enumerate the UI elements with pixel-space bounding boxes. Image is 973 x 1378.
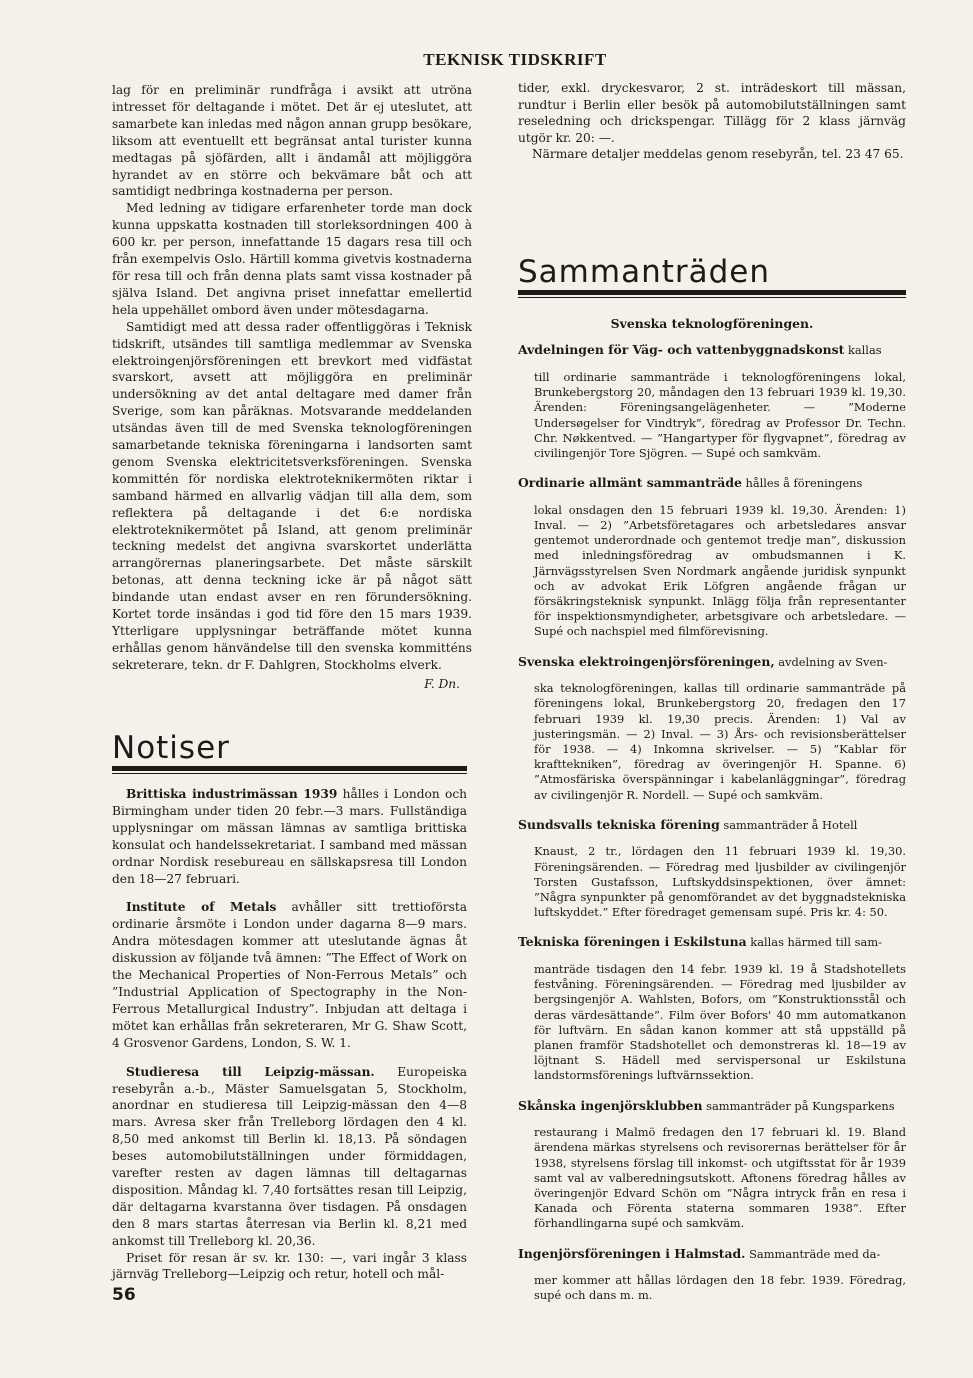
meeting-entry: Sundsvalls tekniska förening sammanträder å Hotell Knaust, 2 tr., lördagen den 11 februari 1939 kl. 19,30. Föreningsärenden. — Föredrag med ljusbilder av civilingenjör Torsten Gustafsson, Luftskyddsinspektionen, över ämnet: ”Några synpunkter på genomförandet av det byggnadstekniska luftskyddet.” Efter föredraget gemensam supé. Pris kr. 4: 50. [518,816,906,920]
notice-item: Brittiska industrimässan 1939 hålles i London och Birmingham under tiden 20 febr.—3 mars. Fullständiga upplysningar om mässan lämnas av samtliga brittiska konsulat och handelssekretariat. I samband med mässan ordnar Nordisk resebureau en sällskapsresa till London den 18—27 februari. [112,787,467,886]
notiser-body [112,786,467,1283]
meeting-entry: Svenska elektroingenjörsföreningen, avdelning av Sven- ska teknologföreningen, kallas till ordinarie sammanträde på föreningens lokal, Brunkebergstorg 20, fredagen den 17 februari 1939 kl. 19,30 precis. Ärenden: 1) Val av justeringsmän. — 2) Inval. — 3) Års- och revisionsberättelser för 1938. — 4) Inkomna skrivelser. — 5) ”Kablar för krafttekniken”, föredrag av överingenjör H. Spanne. 6) ”Atmosfäriska överspänningar i kabelanläggningar”, föredrag av civilingenjör R. Nordell. — Supé och samkväm. [518,653,906,802]
signature: F. Dn. [424,676,460,691]
right-column [518,80,906,163]
meeting-entry: Skånska ingenjörsklubben sammanträder på Kungsparkens restaurang i Malmö fredagen den 17 februari kl. 19. Bland ärendena märkas styrelsens och revisorernas berättelser för år 1938, styrelsens förslag till inkomst- och utgiftsstat för år 1939 samt val av valberedningsutskott. Aftonens föredrag hålles av överingenjör Edvard Schön om ”Några intryck från en resa i Kanada och Förenta staterna sommaren 1938”. Efter förhandlingarna supé och samkväm. [518,1097,906,1231]
heading-rule [518,290,906,295]
meeting-entry: Ordinarie allmänt sammanträde hålles å föreningens lokal onsdagen den 15 februari 1939 kl. 19,30. Ärenden: 1) Inval. — 2) ”Arbetsföretagares och arbetsledares ansvar gentemot underordnade och gentemot tredje man”, diskussion med inledningsföredrag av ombudsmannen i K. Järnvägsstyrelsen Sven Nordmark angående juridisk synpunkt och av advokat Erik Löfgren angående frågan ur försäkringsteknisk synpunkt. Inlägg följa från representanter för inspektionsmyndigheter, arbetsgivare och arbetsledare. — Supé och nachspiel med filmförevisning. [518,475,906,639]
masthead: TEKNISK TIDSKRIFT [423,50,607,69]
meeting-entry: Tekniska föreningen i Eskilstuna kallas härmed till sam- manträde tisdagen den 14 febr. 1939 kl. 19 å Stadshotellets festvåning. Föreningsärenden. — Föredrag med ljusbilder av bergsingenjör A. Wahlsten, Bofors, om ”Konstruktionsstål och deras värdesättande”. Film över Bofors' 40 mm automatkanon för luftvärn. En sådan kanon kommer att stå uppställd på planen framför Stadshotellet och demonstreras kl. 18—19 av löjtnant S. Hädell med servispersonal ur Eskilstuna landstormsförenings luftvärnssektion. [518,934,906,1083]
heading-rule-thin [518,297,906,298]
left-paragraph-2: Med ledning av tidigare erfarenheter torde man dock kunna uppskatta kostnaden till storleksordningen 400 à 600 kr. per person, innefattande 15 dagars resa till och från exempelvis Oslo. Härtill komma givetvis kostnaderna för resa till och från denna plats samt vissa kostnader på själva Island. Det angivna priset innefattar emellertid hela uppehället ombord även under mötesdagarna. [112,201,472,317]
notice-item: Priset för resan är sv. kr. 130: —, vari ingår 3 klass järnväg Trelleborg—Leipzig och retur, hotell och mål- [112,1250,467,1282]
meeting-entry: Avdelningen för Väg- och vattenbyggnadskonst kallas till ordinarie sammanträde i teknologföreningens lokal, Brunkebergstorg 20, måndagen den 13 februari 1939 kl. 19,30. Ärenden: Föreningsangelägenheter. — ”Moderne Undersøgelser for Vindtryk”, föredrag av Professor Dr. Techn. Chr. Nøkkentved. — ”Hangartyper för flygvapnet”, föredrag av civilingenjör Tore Sjögren. — Supé och samkväm. [518,342,906,460]
subheading: Svenska teknologföreningen. [610,316,814,331]
meeting-entry: Ingenjörsföreningen i Halmstad. Sammanträde med da- mer kommer att hållas lördagen den 18 febr. 1939. Föredrag, supé och dans m. m. [518,1245,906,1303]
page-number: 56 [112,1285,136,1305]
heading-rule [112,766,467,771]
notice-item: Studieresa till Leipzig-mässan. Europeiska resebyrån a.-b., Mäster Samuelsgatan 5, Stockholm, anordnar en studieresa till Leipzig-mässan den 4—8 mars. Avresa sker från Trelleborg lördagen den 4 kl. 8,50 med ankomst till Berlin kl. 18,13. På söndagen beses automobilutställningen under förmiddagen, varefter resten av dagen lämnas till deltagarnas disposition. Måndag kl. 7,40 fortsättes resan till Leipzig, där deltagarna kvarstanna över tisdagen. På onsdagen den 8 mars startas återresan via Berlin kl. 8,21 med ankomst till Trelleborg kl. 20,36. [112,1064,467,1248]
heading-rule-thin [112,773,467,774]
notiser-heading: Notiser [112,730,230,766]
right-paragraph-1: tider, exkl. dryckesvaror, 2 st. inträdeskort till mässan, rundtur i Berlin eller besök på automobilutställningen samt reseledning och drickspengar. Tillägg för 2 klass järnväg utgör kr. 20: —. [518,81,906,145]
left-column [112,82,472,693]
right-paragraph-2: Närmare detaljer meddelas genom resebyrån, tel. 23 47 65. [532,147,904,162]
left-paragraph-1: lag för en preliminär rundfråga i avsikt att utröna intresset för deltagande i mötet. Det är ej uteslutet, att samarbete kan inledas med någon annan grupp besökare, liksom att eventuellt ett begränsat antal turister kunna medtagas på sjöfärden, allt i ändamål att möjliggöra hyrandet av en större och bekvämare båt och att samtidigt nedbringa kostnaderna per person. [112,83,472,199]
left-paragraph-3: Samtidigt med att dessa rader offentliggöras i Teknisk tidskrift, utsändes till samtliga medlemmar av Svenska elektroingenjörsföreningen ett brevkort med vidfästat svarskort, avsett att möjliggöra en preliminär undersökning av det antal deltagare med damer från Sverige, som kan påräknas. Motsvarande meddelanden utsändas även till de med Svenska teknologföreningen samarbetande tekniska föreningarna i landsorten samt genom Svenska elektricitetsverksföreningen. Svenska kommittén för nordiska elektroteknikermöten riktar i samband härmed en allvarlig vädjan till alla dem, som reflektera på deltagande i det 6:e nordiska elektroteknikermötet på Island, att genom preliminär teckning medelst det angivna svarskortet underlätta arrangörernas planeringsarbete. Det måste särskilt betonas, att denna teckning icke är på något sätt bindande utan endast avser en ren förundersökning. Kortet torde insändas i god tid före den 15 mars 1939. Ytterligare upplysningar beträffande mötet kunna erhållas genom hänvändelse till den svenska kommitténs sekreterare, tekn. dr F. Dahlgren, Stockholms elverk. [112,319,472,672]
notiser-section [112,730,467,1283]
sammantraden-heading: Sammanträden [518,254,771,290]
notice-item: Institute of Metals avhåller sitt trettioförsta ordinarie årsmöte i London under dagarna 8—9 mars. Andra mötesdagen kommer att uteslutande ägnas åt diskussion av följande två ämnen: ”The Effect of Work on the Mechanical Properties of Non-Ferrous Metals” och ”Industrial Application of Spectography in the Non-Ferrous Metallurgical Industry”. Inbjudan att deltaga i mötet kan erhållas från sekreteraren, Mr G. Shaw Scott, 4 Grosvenor Gardens, London, S. W. 1. [112,900,467,1050]
sammantraden-section [518,254,906,1315]
